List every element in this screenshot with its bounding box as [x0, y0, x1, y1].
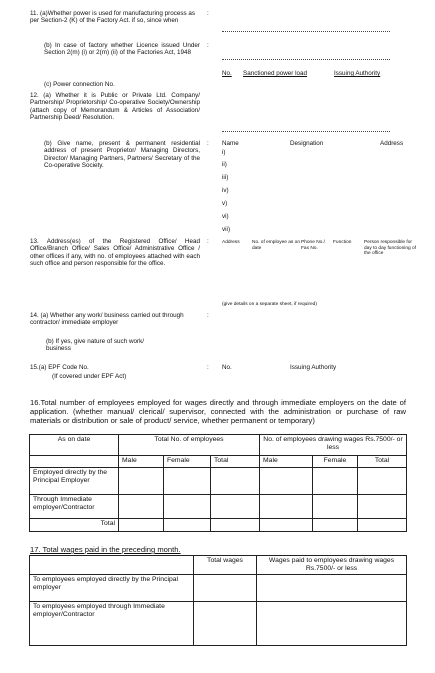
input-cell[interactable] — [164, 519, 211, 532]
input-cell[interactable] — [260, 468, 313, 495]
input-cell[interactable] — [260, 495, 313, 519]
q13-header-employees: No. of employee as on date — [252, 240, 300, 251]
input-cell[interactable] — [119, 495, 164, 519]
q13-header-function: Function — [333, 240, 352, 245]
input-cell[interactable] — [313, 468, 358, 495]
q15-header-no: No. — [222, 364, 232, 371]
table-row — [30, 468, 407, 495]
q15-sub: (If covered under EPF Act) — [52, 373, 127, 380]
input-cell[interactable] — [119, 519, 164, 532]
q16-row-label: Total — [30, 519, 119, 532]
q17-row-label: To employees employed through Immediate employer/Contractor — [30, 602, 194, 646]
input-cell[interactable] — [211, 519, 260, 532]
q17-title: 17. Total wages paid in the preceding month. — [30, 545, 181, 554]
table-row — [30, 495, 407, 519]
q16-header-drawing: No. of employees drawing wages Rs.7500/- or less — [260, 435, 407, 456]
input-cell[interactable] — [119, 468, 164, 495]
input-cell[interactable] — [164, 495, 211, 519]
roman-numeral: vii) — [222, 226, 231, 233]
q11-a: 11. (a)Whether power is used for manufacturing process as per Section-2 (K) of the Factory Act. if so, since when — [30, 10, 196, 25]
table-row — [30, 575, 407, 602]
roman-numeral: v) — [222, 200, 228, 207]
q16-sub-male: Male — [260, 456, 313, 468]
q16-table — [29, 434, 407, 532]
q13-note: (give details on a separate sheet, if required) — [222, 302, 317, 307]
input-cell[interactable] — [358, 519, 407, 532]
q12-header-designation: Designation — [290, 140, 324, 147]
q16-sub-male: Male — [119, 456, 164, 468]
q15-header-authority: Issuing Authority — [290, 364, 337, 371]
q14-a: 14. (a) Whether any work/ business carried out through contractor/ immediate employer — [30, 312, 184, 327]
input-cell[interactable] — [358, 468, 407, 495]
q11-b-answer-line — [222, 59, 390, 60]
q17-header-wages-drawing: Wages paid to employees drawing wages Rs.7500/- or less — [257, 556, 407, 575]
q12-b: (b) Give name, present & permanent residential address of present Proprietor/ Managing Directors, Director/ Managing Partners, Partners/ Secretary of the Co-operative Society. — [44, 140, 200, 170]
q13-header-address: Address — [222, 240, 240, 245]
q12-header-name: Name — [222, 140, 239, 147]
q16-row-label: Employed directly by the Principal Employer — [30, 468, 119, 495]
q16-sub-total: Total — [211, 456, 260, 468]
input-cell[interactable] — [164, 468, 211, 495]
q16-sub-total: Total — [358, 456, 407, 468]
q14-b: (b) If yes, give nature of such work/ business — [46, 338, 144, 353]
q16-sub-female: Female — [164, 456, 211, 468]
input-cell[interactable] — [211, 495, 260, 519]
q11-header-no: No. — [222, 70, 232, 77]
colon: : — [207, 10, 209, 17]
roman-numeral: ii) — [222, 161, 227, 168]
table-row — [30, 602, 407, 646]
input-cell[interactable] — [260, 519, 313, 532]
roman-numeral: vi) — [222, 213, 229, 220]
colon: : — [207, 42, 209, 49]
q11-b: (b) In case of factory whether Licence issued Under Section 2(m) (i) or 2(m) (ii) of the Factories Act, 1948 — [44, 42, 200, 57]
input-cell[interactable] — [194, 602, 257, 646]
q16-header-as-on-date: As on date — [30, 435, 119, 456]
input-cell[interactable] — [257, 602, 407, 646]
q16-sub-female: Female — [313, 456, 358, 468]
q17-table — [29, 555, 407, 646]
q16-row-label: Through Immediate employer/Contractor — [30, 495, 119, 519]
roman-numeral: i) — [222, 149, 226, 156]
roman-numeral: iv) — [222, 187, 229, 194]
input-cell[interactable] — [358, 495, 407, 519]
q13-header-phone: Phone No./ Fax No. — [301, 240, 326, 251]
roman-numeral: iii) — [222, 174, 229, 181]
q17-row-label: To employees employed directly by the Principal employer — [30, 575, 194, 602]
q11-a-answer-line — [222, 31, 390, 32]
colon: : — [207, 364, 209, 371]
empty-cell — [30, 456, 119, 468]
q16-text: 16.Total number of employees employed for wages directly and through immediate employers on the date of application. (whether manual/ clerical/ supervisor, connected with the administration or purchase of raw materials or distribution or sale of product/ service, whether permanent or temporary) — [30, 398, 406, 425]
q11-header-authority: Issuing Authority — [334, 70, 381, 77]
input-cell[interactable] — [313, 495, 358, 519]
q11-c: (c) Power connection No. — [44, 81, 115, 88]
q13-header-person: Person responsible for day to day functioning of the office — [364, 240, 417, 257]
input-cell[interactable] — [313, 519, 358, 532]
colon: : — [207, 238, 209, 245]
q12-header-address: Address — [380, 140, 404, 147]
colon: : — [207, 312, 209, 319]
input-cell[interactable] — [257, 575, 407, 602]
q16-header-total-employees: Total No. of employees — [119, 435, 260, 456]
q17-header-total-wages: Total wages — [194, 556, 257, 575]
empty-cell — [30, 556, 194, 575]
input-cell[interactable] — [194, 575, 257, 602]
input-cell[interactable] — [211, 468, 260, 495]
q12-a-answer-line — [222, 131, 390, 132]
q13-text: 13. Address(es) of the Registered Office/ Head Office/Branch Office/ Sales Office/ Administrative Office / other offices if any, with no. of employees attached with each such office and person responsible for the office. — [30, 238, 200, 268]
q12-a: 12. (a) Whether it is Public or Private Ltd. Company/ Partnership/ Proprietorship/ Co-operative Society/Ownership (attach copy of Memorandum & Articles of Association/ Partnership Deed/ Resolution. — [30, 92, 200, 122]
q15-a: 15.(a) EPF Code No. — [30, 364, 89, 371]
table-row — [30, 519, 407, 532]
q11-header-load: Sanctioned power load — [243, 70, 308, 77]
colon: : — [207, 140, 209, 147]
